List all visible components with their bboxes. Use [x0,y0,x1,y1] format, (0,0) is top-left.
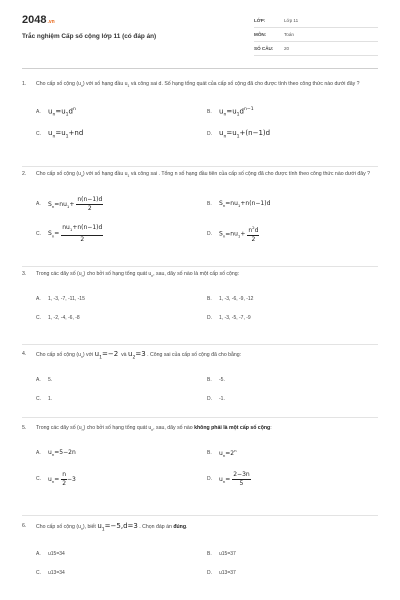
meta-row-subject: MÔN: Toán [254,28,378,42]
question-divider [22,166,378,167]
option-d[interactable]: D. $S_n=nu_1+$ $\frac{n^2d}{2}$ [207,225,259,244]
question-6 [22,522,378,582]
question-text: Cho cấp số cộng $(u_n)$ với số hạng đầu $u_1$ và công sai d. Số hạng tổng quát của cấp số cộng đã cho được tính theo công thức nào dưới đây ? [36,81,360,89]
page-title: Trắc nghiệm Cấp số cộng lớp 11 (có đáp án) [22,33,157,40]
question-number: 5. [22,425,27,431]
option-d[interactable]: D. $u_n=u_1+(n-1)d$ [207,128,271,140]
option-c[interactable]: C. $S_n=$ $\frac{nu_1+n(n-1)d}{2}$ [36,224,103,243]
document-header [0,0,400,62]
option-a[interactable]: A. 1, -3, -7, -11, -15 [36,295,85,302]
option-a[interactable]: A. $u_n=u_1d^n$ [36,106,76,118]
question-number: 1. [22,81,27,87]
question-3 [22,270,378,327]
option-c[interactable]: C. $u_n=u_1+nd$ [36,128,84,140]
option-c[interactable]: C. 1. [36,395,53,402]
question-5 [22,424,378,493]
question-text: Cho cấp số cộng $(u_n)$, biết $u_1=-5,d=3$ . Chọn đáp án đúng. [36,522,188,533]
question-number: 2. [22,171,27,177]
option-c[interactable]: C. 1, -2, -4, -6, -8 [36,314,80,321]
question-text: Cho cấp số cộng $(u_n)$ với $u_1=-2$ và $u_2=3$ . Công sai của cấp số cộng đã cho bằng: [36,350,242,361]
option-a[interactable]: A. $S_n=nu_1+$ $\frac{n(n-1)d}{2}$ [36,195,103,212]
question-number: 6. [22,523,27,529]
option-c[interactable]: C. u13=34 [36,569,65,576]
option-b[interactable]: B. -5. [207,376,225,383]
option-b[interactable]: B. $S_n=nu_1+n(n-1)d$ [207,199,271,209]
meta-row-class: LỚP: Lớp 11 [254,14,378,28]
option-b[interactable]: B. 1, -3, -6, -9, -12 [207,295,254,302]
meta-table [254,14,378,56]
question-number: 3. [22,271,27,277]
header-divider [22,68,378,69]
option-b[interactable]: B. $u_n=2^n$ [207,447,237,459]
option-a[interactable]: A. 5. [36,376,53,383]
site-logo[interactable]: 2048.vn [22,14,55,26]
option-a[interactable]: A. u15=34 [36,550,65,557]
option-d[interactable]: D. 1, -3, -5, -7, -9 [207,314,251,321]
option-a[interactable]: A. $u_n=5-2n$ [36,448,76,458]
question-text: Cho cấp số cộng $(u_n)$ với số hạng đầu $u_1$ và công sai . Tổng n số hạng đầu tiên của cấp số cộng đã cho được tính theo công thức nào dưới đây ? [36,171,371,179]
option-b[interactable]: B. u15=37 [207,550,236,557]
option-d[interactable]: D. u13=37 [207,569,236,576]
question-2 [22,170,378,249]
question-number: 4. [22,351,27,357]
question-divider [22,515,378,516]
question-divider [22,417,378,418]
option-c[interactable]: C. $u_n=$ $\frac{n}{2}$ −3 [36,470,76,487]
option-d[interactable]: D. -1. [207,395,225,402]
question-divider [22,266,378,267]
question-4 [22,350,378,408]
question-text: Trong các dãy số $(u_n)$ cho bởi số hạng tổng quát $u_n$, sau, dãy số nào là một cấp số cộng: [36,271,240,279]
meta-row-count: SỐ CÂU: 20 [254,42,378,56]
question-text: Trong các dãy số $(u_n)$ cho bởi số hạng tổng quát $u_n$, sau, dãy số nào không phải là một cấp số cộng: [36,425,272,433]
option-b[interactable]: B. $u_n=u_1d^{n-1}$ [207,106,254,118]
question-divider [22,344,378,345]
question-1 [22,80,378,145]
option-d[interactable]: D. $u_n=$ $\frac{2-3n}{5}$ [207,470,250,487]
